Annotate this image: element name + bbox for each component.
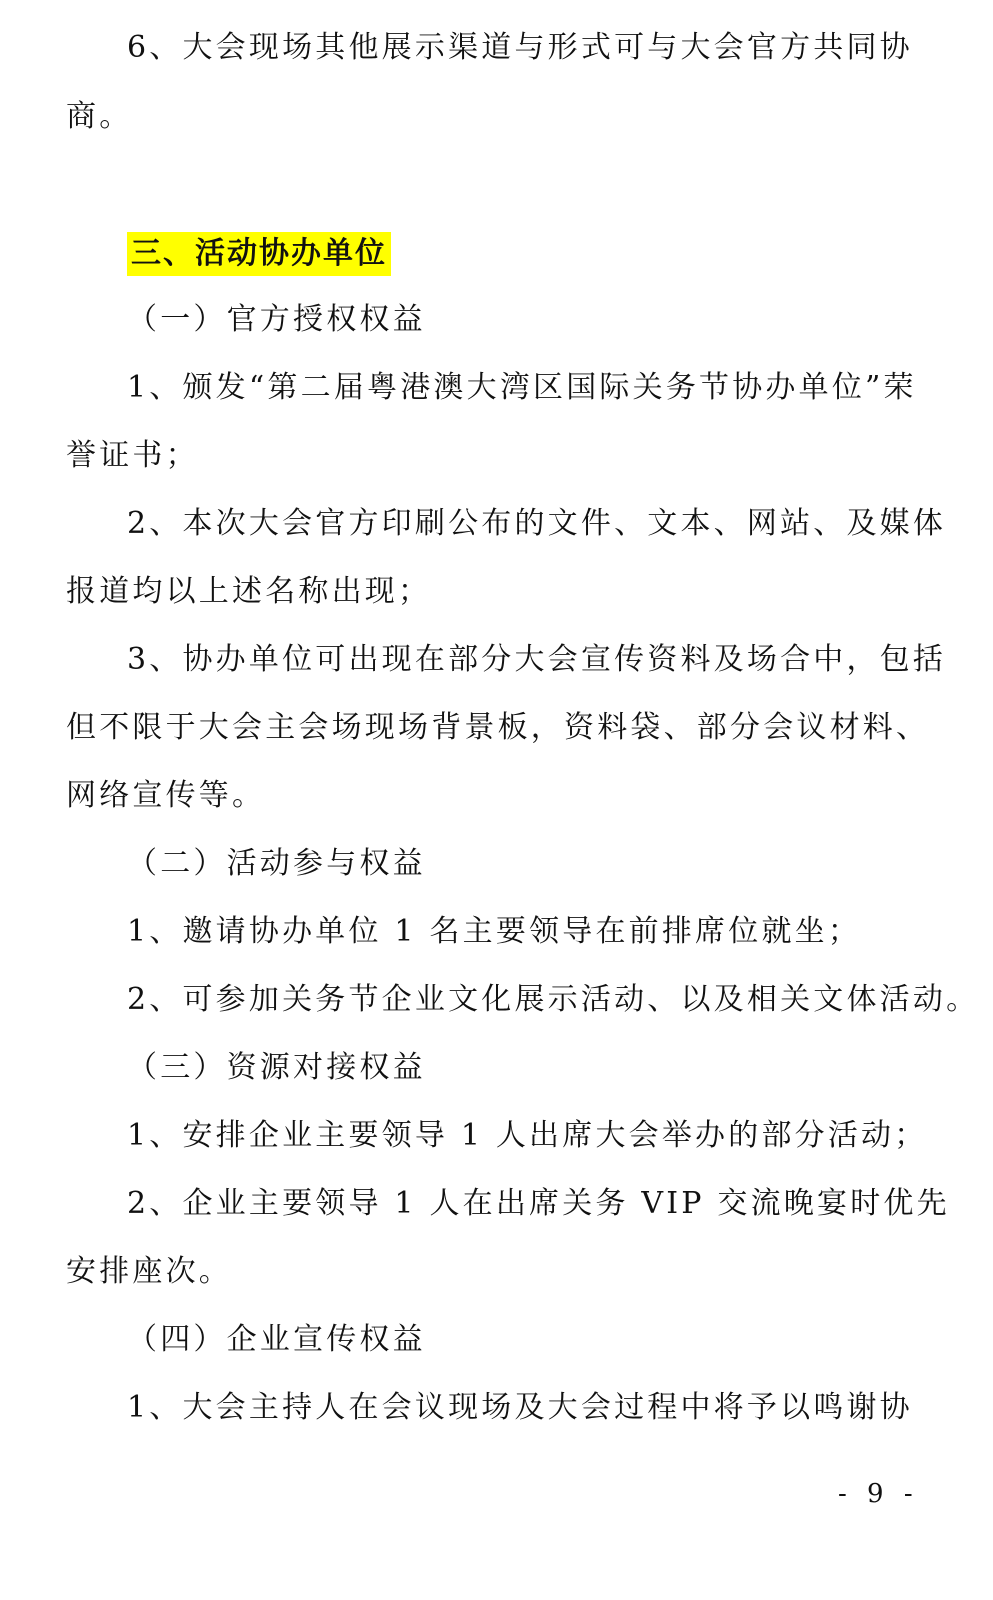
paragraph-line: 安排座次。 [66, 1254, 232, 1289]
paragraph-line: 1、大会主持人在会议现场及大会过程中将予以鸣谢协 [127, 1390, 913, 1425]
paragraph-line: 1、邀请协办单位 1 名主要领导在前排席位就坐； [127, 914, 862, 949]
paragraph-line: 报道均以上述名称出现； [66, 574, 432, 609]
paragraph-line: 商。 [66, 99, 133, 134]
paragraph-line: 1、颁发“第二届粤港澳大湾区国际关务节协办单位”荣 [127, 370, 917, 405]
page-number: - 9 - [838, 1479, 919, 1509]
paragraph-line: 3、协办单位可出现在部分大会宣传资料及场合中，包括 [127, 642, 947, 677]
paragraph-line: 1、安排企业主要领导 1 人出席大会举办的部分活动； [127, 1118, 928, 1153]
paragraph-line: 但不限于大会主会场现场背景板，资料袋、部分会议材料、 [66, 710, 930, 745]
subsection-title: （三）资源对接权益 [127, 1050, 426, 1085]
subsection-title: （二）活动参与权益 [127, 846, 426, 881]
paragraph-line: 网络宣传等。 [66, 778, 266, 813]
paragraph-line: 2、可参加关务节企业文化展示活动、以及相关文体活动。 [127, 982, 980, 1017]
section-heading: 三、活动协办单位 [127, 232, 391, 276]
paragraph-line: 6、大会现场其他展示渠道与形式可与大会官方共同协 [127, 30, 913, 65]
subsection-title: （一）官方授权权益 [127, 302, 426, 337]
paragraph-line: 誉证书； [66, 438, 199, 473]
paragraph-line: 2、本次大会官方印刷公布的文件、文本、网站、及媒体 [127, 506, 947, 541]
subsection-title: （四）企业宣传权益 [127, 1322, 426, 1357]
paragraph-line: 2、企业主要领导 1 人在出席关务 VIP 交流晚宴时优先 [127, 1186, 950, 1221]
